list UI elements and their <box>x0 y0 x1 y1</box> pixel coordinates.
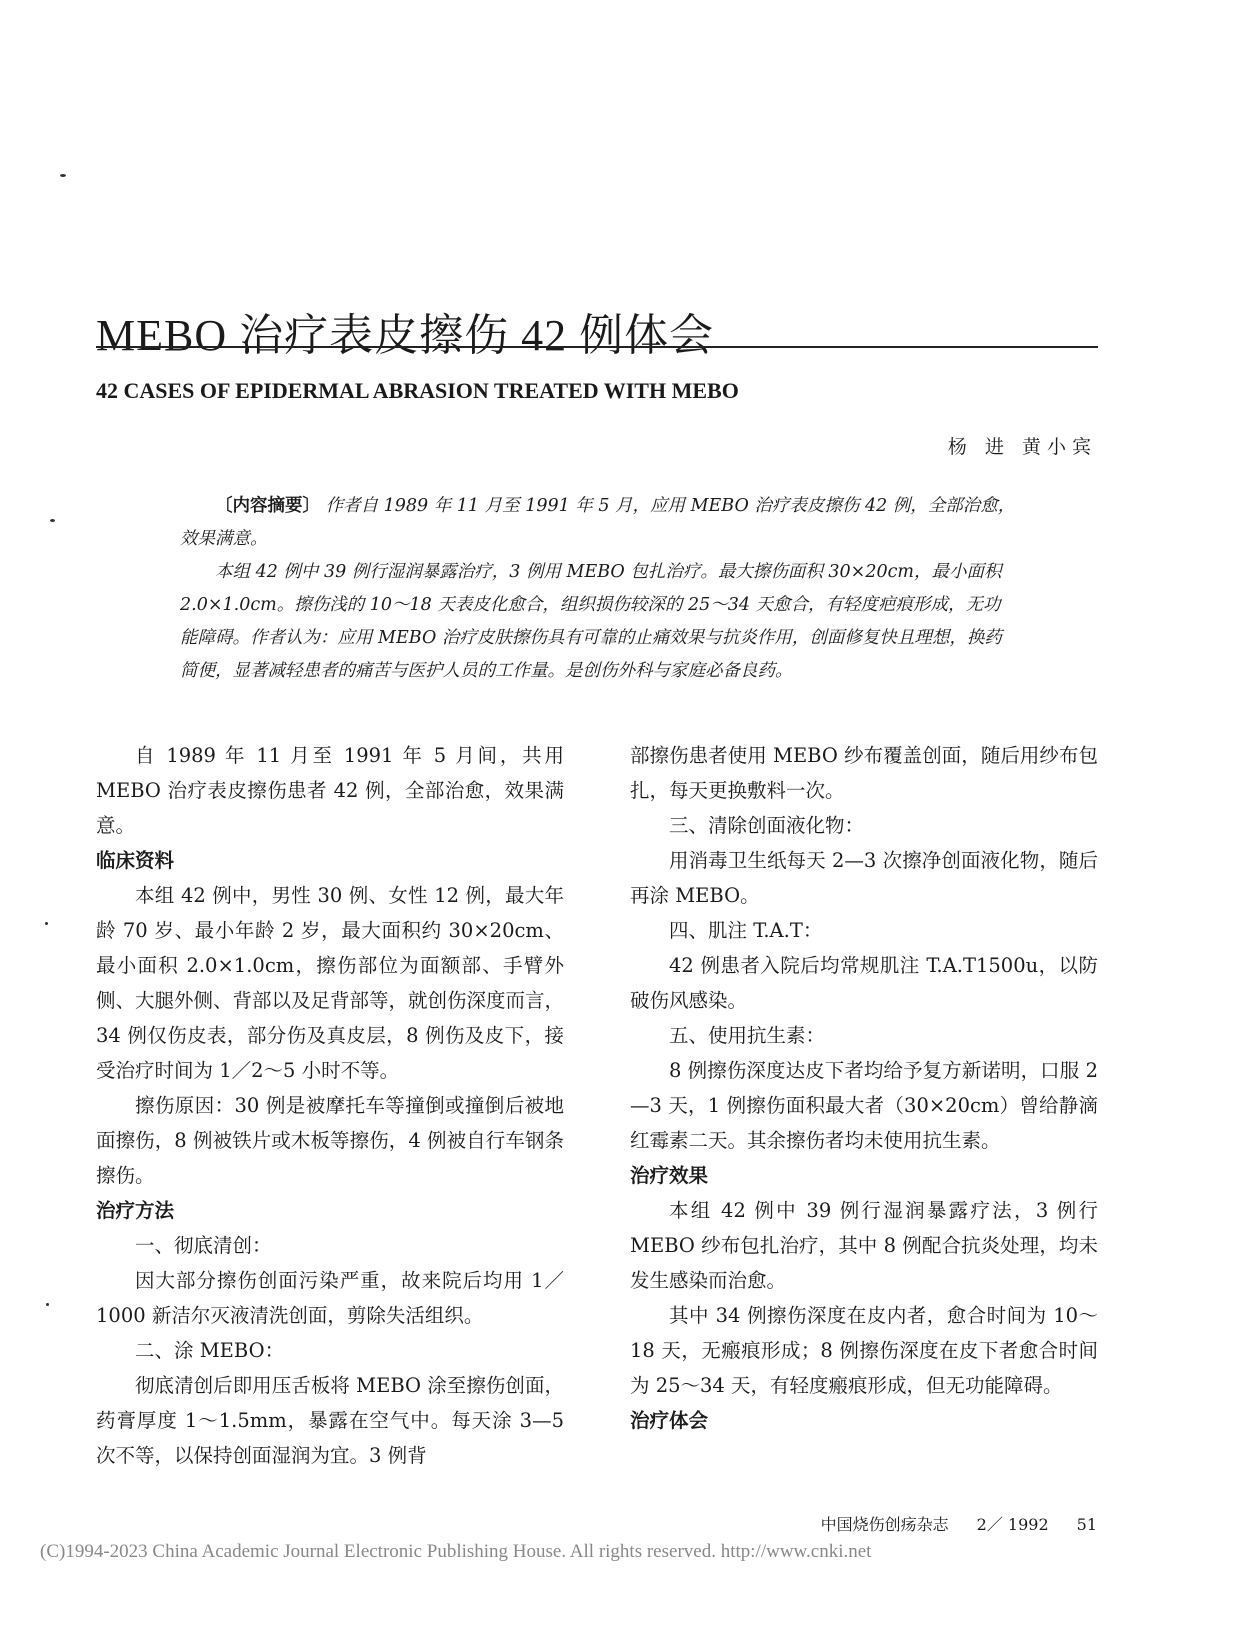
journal-issue: 2／ 1992 <box>976 1515 1049 1534</box>
method-5-title: 五、使用抗生素： <box>669 1024 826 1047</box>
method-5-text: 8 例擦伤深度达皮下者均给予复方新诺明，口服 2—3 天，1 例擦伤面积最大者（30×20cm）曾给静滴红霉素二天。其余擦伤者均未使用抗生素。 <box>630 1059 1098 1152</box>
method-2-text: 彻底清创后即用压舌板将 MEBO 涂至擦伤创面，药膏厚度 1～1.5mm，暴露在空气中。每天涂 3—5 次不等，以保持创面湿润为宜。3 例背 <box>96 1374 564 1467</box>
page-footer <box>821 1512 1097 1535</box>
title-divider <box>96 346 1098 348</box>
right-column <box>630 738 1098 1438</box>
copyright-notice: (C)1994-2023 China Academic Journal Electronic Publishing House. All rights reserved. http://www.cnki.net <box>40 1541 872 1562</box>
page-number: 51 <box>1076 1515 1097 1534</box>
clinical-paragraph-2: 擦伤原因：30 例是被摩托车等撞倒或撞倒后被地面擦伤，8 例被铁片或木板等擦伤，4 例被自行车钢条擦伤。 <box>96 1094 564 1187</box>
method-4-title: 四、肌注 T.A.T： <box>669 919 823 942</box>
section-heading-experience: 治疗体会 <box>630 1409 709 1432</box>
section-heading-method: 治疗方法 <box>96 1199 175 1222</box>
scan-speck <box>45 922 48 925</box>
scan-speck <box>46 1303 49 1306</box>
abstract-label: 〔内容摘要〕 <box>215 496 320 516</box>
abstract <box>180 490 1016 688</box>
section-heading-clinical: 临床资料 <box>96 849 175 872</box>
method-3-text: 用消毒卫生纸每天 2—3 次擦净创面液化物，随后再涂 MEBO。 <box>630 849 1098 907</box>
method-4-text: 42 例患者入院后均常规肌注 T.A.T1500u，以防破伤风感染。 <box>630 954 1098 1012</box>
section-heading-effect: 治疗效果 <box>630 1164 709 1187</box>
continued-paragraph: 部擦伤患者使用 MEBO 纱布覆盖创面，随后用纱布包扎，每天更换敷料一次。 <box>630 744 1098 802</box>
left-column <box>96 738 564 1473</box>
method-1-title: 一、彻底清创： <box>135 1234 272 1257</box>
abstract-para-2: 本组 42 例中 39 例行湿润暴露治疗，3 例用 MEBO 包扎治疗。最大擦伤面积 30×20cm，最小面积 2.0×1.0cm。擦伤浅的 10～18 天表皮化愈合，组织损伤较深的 25～34 天愈合，有轻度疤痕形成，无功能障碍。作者认为：应用 MEBO 治疗皮肤擦伤具有可靠的止痛效果与抗炎作用，创面修复快且理想，换药简便，显著减轻患者的痛苦与医护人员的工作量。是创伤外科与家庭必备良药。 <box>180 562 1002 681</box>
method-2-title: 二、涂 MEBO： <box>135 1339 285 1362</box>
article-title: MEBO 治疗表皮擦伤 42 例体会 <box>96 311 715 361</box>
scan-speck <box>50 519 55 522</box>
abstract-para-1 <box>180 490 1016 556</box>
method-1-text: 因大部分擦伤创面污染严重，故来院后均用 1／1000 新洁尔灭液清洗创面，剪除失活组织。 <box>96 1269 564 1327</box>
intro-paragraph: 自 1989 年 11 月至 1991 年 5 月间，共用 MEBO 治疗表皮擦伤患者 42 例，全部治愈，效果满意。 <box>96 744 564 837</box>
method-3-title: 三、清除创面液化物： <box>669 814 865 837</box>
english-subtitle: 42 CASES OF EPIDERMAL ABRASION TREATED WITH MEBO <box>96 378 739 404</box>
authors: 杨 进 黄小宾 <box>947 436 1097 458</box>
abstract-text-1: 作者自 1989 年 11 月至 1991 年 5 月，应用 MEBO 治疗表皮擦伤 42 例，全部治愈，效果满意。 <box>180 496 1016 549</box>
clinical-paragraph-1: 本组 42 例中，男性 30 例、女性 12 例，最大年龄 70 岁、最小年龄 2 岁，最大面积约 30×20cm、最小面积 2.0×1.0cm，擦伤部位为面额部、手臂外侧、大腿外侧、背部以及足背部等，就创伤深度而言，34 例仅伤皮表，部分伤及真皮层，8 例伤及皮下，接受治疗时间为 1／2～5 小时不等。 <box>96 884 565 1082</box>
scan-speck <box>60 174 66 177</box>
effect-paragraph-2: 其中 34 例擦伤深度在皮内者，愈合时间为 10～18 天，无瘢痕形成；8 例擦伤深度在皮下者愈合时间为 25～34 天，有轻度瘢痕形成，但无功能障碍。 <box>630 1304 1098 1397</box>
journal-name: 中国烧伤创疡杂志 <box>820 1515 949 1534</box>
effect-paragraph-1: 本组 42 例中 39 例行湿润暴露疗法，3 例行 MEBO 纱布包扎治疗，其中 8 例配合抗炎处理，均未发生感染而治愈。 <box>630 1199 1098 1292</box>
